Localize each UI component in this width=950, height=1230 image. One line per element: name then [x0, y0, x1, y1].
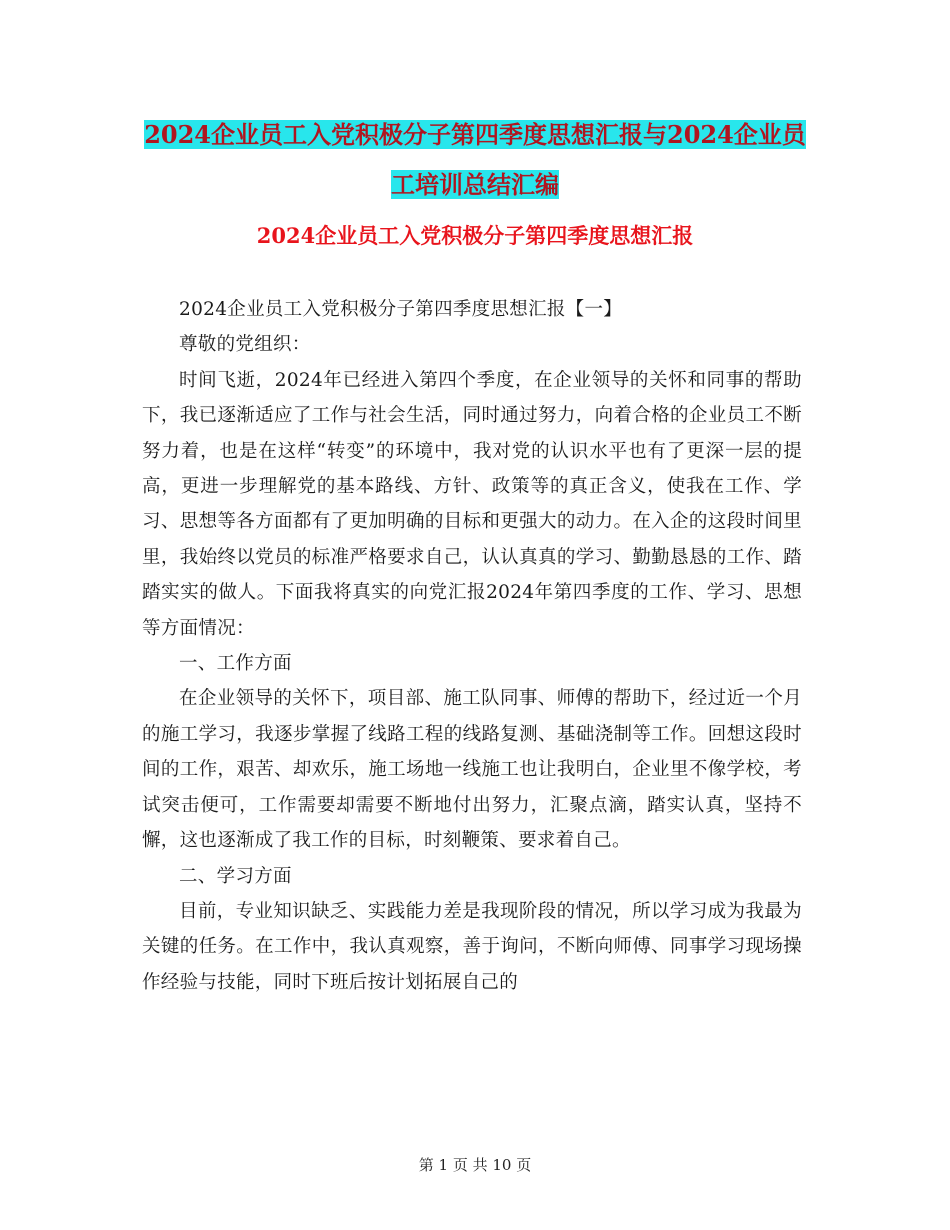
study-paragraph: 目前，专业知识缺乏、实践能力差是我现阶段的情况，所以学习成为我最为关键的任务。在工作中，我认真观察，善于询问，不断向师傅、同事学习现场操作经验与技能，同时下班后按计划拓展自己的 [142, 900, 802, 993]
work-paragraph: 在企业领导的关怀下，项目部、施工队同事、师傅的帮助下，经过近一个月的施工学习，我逐步掌握了线路工程的线路复测、基础浇制等工作。回想这段时间的工作，艰苦、却欢乐，施工场地一线施工也让我明白，企业里不像学校，考试突击便可，工作需要却需要不断地付出努力，汇聚点滴，踏实认真，坚持不懈，这也逐渐成了我工作的目标，时刻鞭策、要求着自己。 [142, 688, 802, 852]
document-title [140, 110, 810, 210]
document-body [142, 292, 802, 1000]
page-footer: 第 1 页 共 10 页 [418, 1156, 532, 1174]
work-heading: 一、工作方面 [179, 653, 292, 675]
report-heading: 2024企业员工入党积极分子第四季度思想汇报【一】 [179, 299, 623, 320]
intro-paragraph: 时间飞逝，2024年已经进入第四个季度，在企业领导的关怀和同事的帮助下，我已逐渐适应了工作与社会生活，同时通过努力，向着合格的企业员工不断努力着，也是在这样“转变”的环境中，我对党的认识水平也有了更深一层的提高，更进一步理解党的基本路线、方针、政策等的真正含义，使我在工作、学习、思想等各方面都有了更加明确的目标和更强大的动力。在入企的这段时间里里，我始终以党员的标准严格要求自己，认认真真的学习、勤勤恳恳的工作、踏踏实实的做人。下面我将真实的向党汇报2024年第四季度的工作、学习、思想等方面情况： [142, 369, 802, 639]
salutation: 尊敬的党组织： [179, 334, 311, 356]
study-heading: 二、学习方面 [179, 865, 292, 887]
section-title: 2024企业员工入党积极分子第四季度思想汇报 [256, 223, 694, 248]
document-title-text: 2024企业员工入党积极分子第四季度思想汇报与2024企业员工培训总结汇编 [144, 120, 806, 199]
